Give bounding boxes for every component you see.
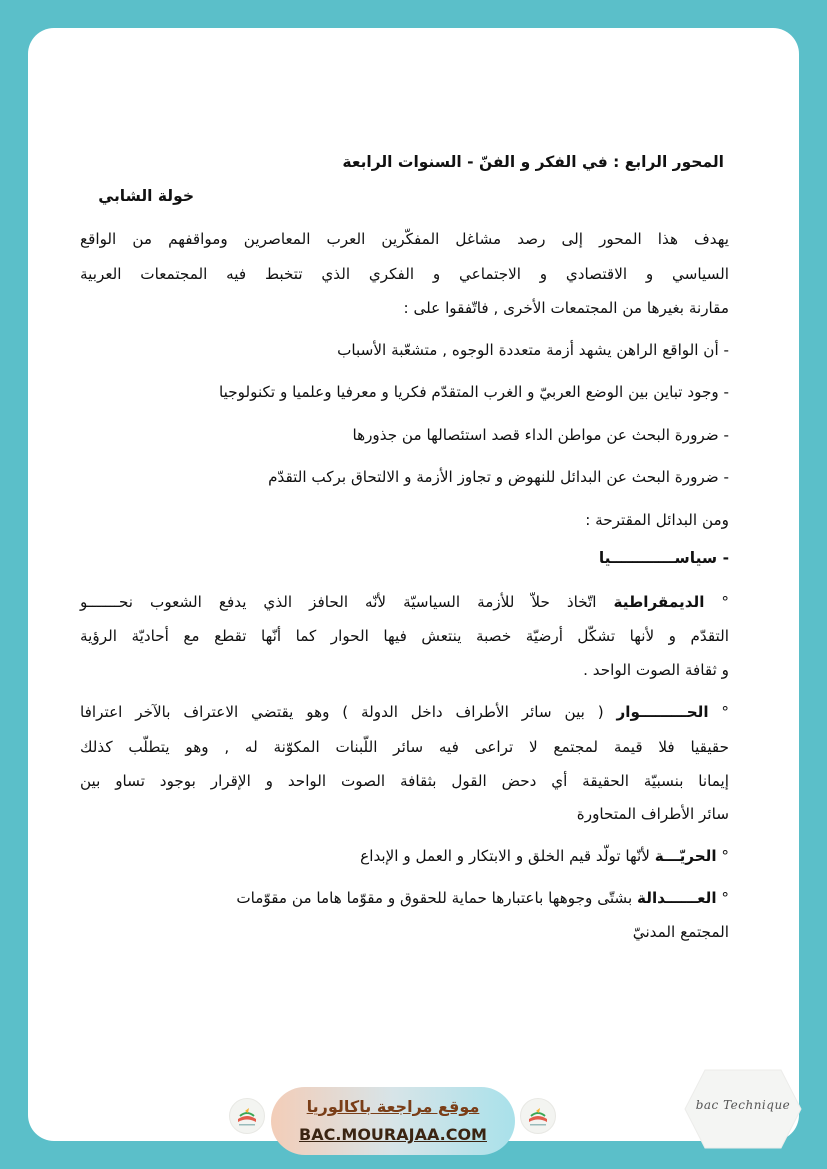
dialogue-term: الحـــــــــوار — [616, 703, 709, 721]
dialogue-line-2: حقيقيا فلا قيمة لمجتمع لا تراعى فيه سائر اللّبنات المكوّنة له , وهو يتطلّب كذلك — [80, 738, 729, 756]
democracy-line-2: التقدّم و لأنها تشكّل أرضيّة خصبة ينتعش فيها الحوار كما أنّها تقطع مع أحاديّة الرؤية — [80, 627, 729, 645]
bullet-mark: ° — [721, 847, 729, 865]
point-item: - ضرورة البحث عن مواطن الداء قصد استئصالها من جذورها — [352, 426, 729, 444]
justice-text: بشتّى وجوهها باعتبارها حماية للحقوق و مقوّما هاما من مقوّمات — [236, 889, 633, 907]
democracy-line-1 — [80, 592, 729, 612]
document-title: المحور الرابع : في الفكر و الفنّ - السنوات الرابعة — [342, 153, 724, 171]
democracy-term: الديمقراطية — [613, 593, 705, 611]
freedom-line — [360, 846, 729, 866]
bullet-mark: ° — [721, 593, 729, 611]
website-url-link[interactable]: BAC.MOURAJAA.COM — [299, 1125, 487, 1144]
point-item: - ضرورة البحث عن البدائل للنهوض و تجاوز الأزمة و الالتحاق بركب التقدّم — [268, 468, 729, 486]
intro-line-1: يهدف هذا المحور إلى رصد مشاغل المفكّرين العرب المعاصرين ومواقفهم من الواقع — [80, 230, 729, 248]
democracy-line-3: و ثقافة الصوت الواحد . — [583, 661, 729, 679]
dialogue-line-4: سائر الأطراف المتحاورة — [576, 805, 729, 823]
author-name: خولة الشابي — [98, 187, 194, 205]
democracy-text: اتّخاذ حلاّ للأزمة السياسيّة لأنّه الحافز الذي يدفع الشعوب نحـــــــو — [80, 593, 597, 611]
point-item: - وجود تباين بين الوضع العربيّ و الغرب المتقدّم فكريا و معرفيا وعلميا و تكنولوجيا — [219, 383, 729, 401]
bac-technique-stamp — [683, 1066, 803, 1152]
point-item: - أن الواقع الراهن يشهد أزمة متعددة الوجوه , متشعّبة الأسباب — [337, 341, 729, 359]
dialogue-line-1 — [80, 702, 729, 722]
section-heading: - سياســــــــــــيا — [598, 549, 729, 567]
book-logo-icon — [520, 1098, 556, 1134]
bullet-mark: ° — [721, 889, 729, 907]
website-banner[interactable] — [271, 1087, 515, 1155]
stamp-label: bac Technique — [695, 1098, 791, 1112]
dialogue-line-3: إيمانا بنسبيّة الحقيقة أي دحض القول بثقافة الصوت الواحد و الإقرار بوجود تساو بين — [80, 772, 729, 790]
justice-line-1 — [236, 888, 729, 908]
dialogue-text: ( بين سائر الأطراف داخل الدولة ) وهو يقتضي الاعتراف بالآخر اعترافا — [80, 703, 604, 721]
website-name-arabic[interactable]: موقع مراجعة باكالوريا — [306, 1097, 480, 1116]
freedom-text: لأنّها تولّد قيم الخلق و الابتكار و العمل و الإبداع — [360, 847, 650, 865]
book-logo-icon — [229, 1098, 265, 1134]
bullet-mark: ° — [721, 703, 730, 721]
intro-line-2: السياسي و الاقتصادي و الاجتماعي و الفكري الذي تتخبط فيه المجتمعات العربية — [80, 265, 729, 283]
justice-line-2: المجتمع المدنيّ — [632, 923, 729, 941]
intro-line-3: مقارنة بغيرها من المجتمعات الأخرى , فاتّفقوا على : — [403, 299, 729, 317]
alternatives-intro: ومن البدائل المقترحة : — [585, 511, 729, 529]
justice-term: العــــــدالة — [637, 889, 717, 907]
freedom-term: الحريّـــة — [654, 847, 717, 865]
